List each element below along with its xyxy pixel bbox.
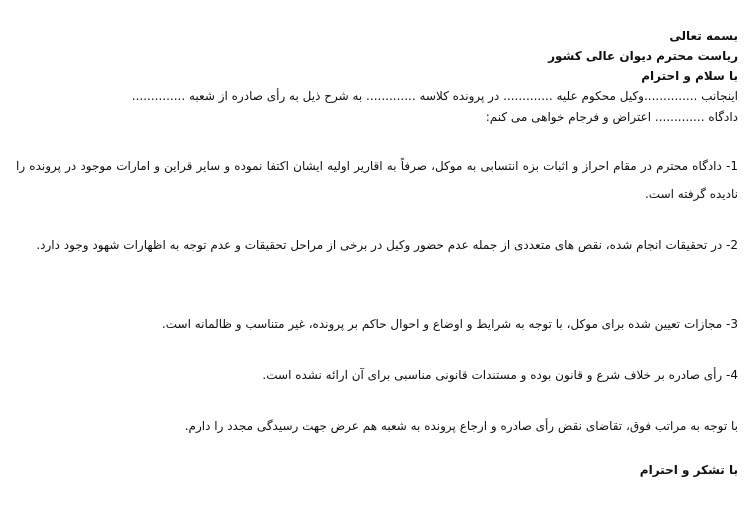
item-1-paragraph: 1- دادگاه محترم در مقام احراز و اثبات بزه انتسابی به موکل، صرفاً به اقاریر اولیه ایشان اکتفا نموده و سایر قراین و امارات موجود در پرونده را نادیده گرفته است. xyxy=(16,159,738,201)
item-2-paragraph: 2- در تحقیقات انجام شده، نقص های متعددی از جمله عدم حضور وکیل در برخی از مراحل تحقیقات و عدم توجه به اظهارات شهود وجود دارد. xyxy=(36,238,738,252)
item-3-paragraph: 3- مجازات تعیین شده برای موکل، با توجه به شرایط و اوضاع و احوال حاکم بر پرونده، غیر متناسب و ظالمانه است. xyxy=(161,317,738,331)
intro-line-1: اینجانب ..............وکیل محکوم علیه ............. در پرونده کلاسه ............. به شرح ذیل به رأی صادره از شعبه .............. xyxy=(131,89,738,103)
intro-line-2: دادگاه ............. اعتراض و فرجام خواهی می کنم: xyxy=(485,110,738,124)
closing-signoff: با تشکر و احترام xyxy=(639,463,738,477)
addressee-heading: ریاست محترم دیوان عالی کشور xyxy=(548,49,738,63)
basmala-heading: بسمه تعالی xyxy=(669,29,738,43)
request-paragraph: با توجه به مراتب فوق، تقاضای نقض رأی صادره و ارجاع پرونده به شعبه هم عرض جهت رسیدگی مجدد را دارم. xyxy=(184,419,738,433)
greeting-heading: با سلام و احترام xyxy=(641,69,738,83)
item-4-paragraph: 4- رأی صادره بر خلاف شرع و قانون بوده و مستندات قانونی مناسبی برای آن ارائه نشده است. xyxy=(262,368,738,382)
